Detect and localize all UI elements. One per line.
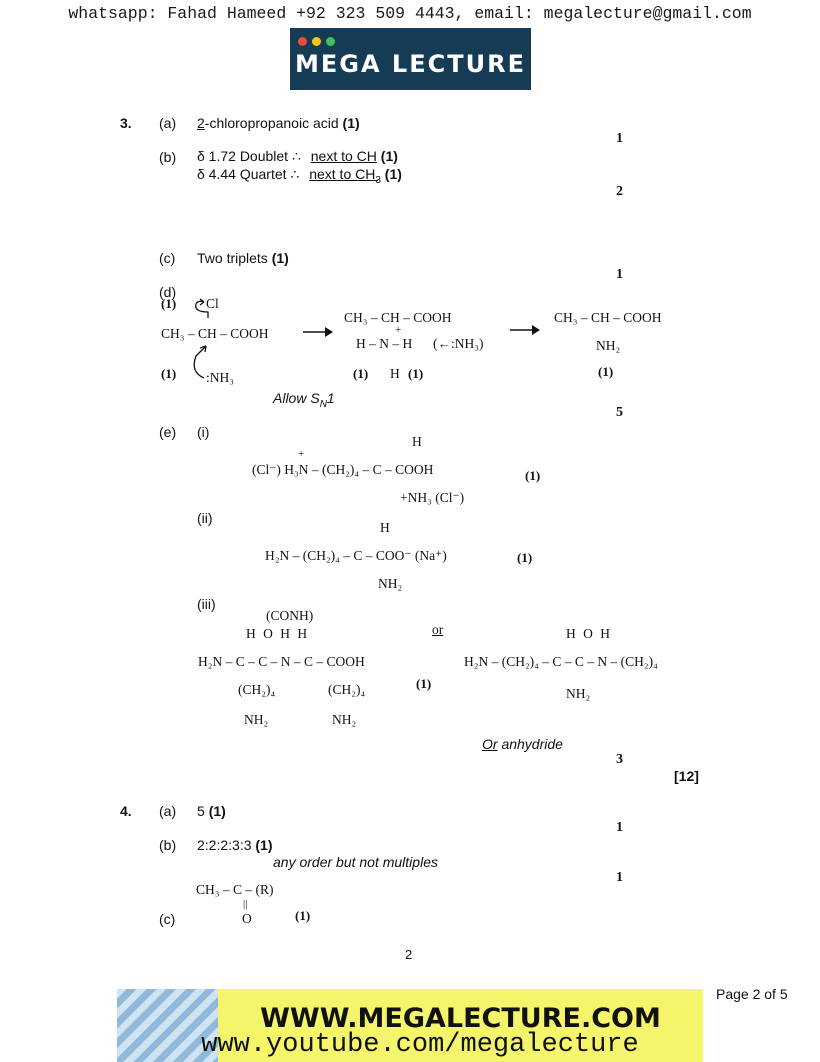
q3e-iii-or: or: [432, 622, 444, 637]
q3c-label: (c): [159, 250, 176, 266]
q3d-intermediate-nh3: (←:NH₃): [433, 336, 484, 351]
q4b-label: (b): [159, 837, 177, 853]
q3e-iii-left-ch2b: (CH₂)₄: [328, 682, 366, 697]
contact-header: whatsapp: Fahad Hameed +92 323 509 4443, email: megalecture@gmail.com: [68, 4, 752, 23]
q4a-label: (a): [159, 803, 177, 819]
red-dot-icon: [298, 37, 307, 46]
q3e-iii-right-tops: H O H: [566, 626, 610, 641]
q4c-double-bond: ||: [243, 898, 248, 910]
q3d-mark-2: (1): [161, 366, 177, 381]
q3e-ii-structure: [265, 520, 565, 594]
green-dot-icon: [326, 37, 335, 46]
q3e-ii-nh2: NH₂: [378, 576, 403, 591]
q3e-iii-conh: (CONH): [266, 608, 314, 623]
q3e-i-bottom: +NH₃ (Cl⁻): [400, 490, 465, 505]
q4c-formula: CH₃ – C – (R): [196, 882, 274, 897]
q3d-cl: Cl: [206, 296, 219, 311]
q3c-answer: Two triplets (1): [197, 250, 289, 266]
q4-number: 4.: [120, 803, 132, 819]
q3-number: 3.: [120, 115, 132, 131]
q3d-product-top: CH₃ – CH – COOH: [554, 310, 662, 325]
q3e-iii-left-tops: H O H H: [246, 626, 308, 641]
q4c-oxygen: O: [242, 911, 252, 926]
q3c-total: 1: [616, 267, 623, 282]
q3d-total: 5: [616, 405, 623, 420]
q3e-i-plus: +: [298, 448, 305, 460]
q3e-iii-right-nh2: NH₂: [566, 686, 591, 701]
q3b-total: 2: [616, 184, 623, 199]
mega-lecture-logo: [290, 28, 531, 90]
q3b-line1: δ 1.72 Doublet ∴ next to CH (1): [197, 148, 398, 164]
q3d-mark-1: (1): [161, 296, 177, 311]
q3e-i-structure: [250, 434, 570, 510]
q3e-ii-h: H: [380, 520, 390, 535]
q3d-intermediate-n: H – N – H: [356, 336, 413, 351]
q3-grand-total: [12]: [674, 768, 699, 784]
q3d-intermediate-mark-2: (1): [408, 366, 424, 381]
q3d-mechanism: [158, 296, 718, 386]
q3d-label: (d): [159, 284, 177, 300]
q3e-iii-right-main: H₂N – (CH₂)₄ – C – C – N – (CH₂)₄: [464, 654, 658, 669]
q3d-product-nh2: NH₂: [596, 338, 621, 353]
q3e-or-anhydride: Or anhydride: [482, 736, 563, 752]
yellow-dot-icon: [312, 37, 321, 46]
q3e-total: 3: [616, 752, 623, 767]
q4b-total: 1: [616, 870, 623, 885]
q3d-nh3: :NH₃: [206, 370, 234, 385]
q3e-iii-left-main: H₂N – C – C – N – C – COOH: [198, 654, 365, 669]
q3d-intermediate-h: H: [390, 366, 400, 381]
q4a-answer: 5 (1): [197, 803, 226, 819]
q4b-answer: 2:2:2:3:3 (1): [197, 837, 273, 853]
page-number: 2: [405, 947, 413, 962]
q3e-i-mark: (1): [525, 468, 541, 483]
page-of: Page 2 of 5: [716, 986, 788, 1002]
q4c-mark: (1): [295, 908, 311, 923]
logo-text: MEGA LECTURE: [295, 50, 526, 78]
q3e-iii-mark: (1): [416, 676, 432, 691]
q3e-i-h: H: [412, 434, 422, 449]
q3e-label: (e): [159, 424, 177, 440]
q3e-ii-label: (ii): [197, 510, 213, 526]
q3d-allow-sn1: Allow $S_N1$: [273, 390, 335, 410]
q4a-total: 1: [616, 820, 623, 835]
q3d-intermediate-plus: +: [395, 324, 402, 336]
q3d-intermediate-mark-1: (1): [353, 366, 369, 381]
q4b-note: any order but not multiples: [273, 854, 438, 870]
q3a-label: (a): [159, 115, 177, 131]
q3d-product-mark: (1): [598, 364, 614, 379]
q3a-total: 1: [616, 131, 623, 146]
q3d-intermediate-top: CH₃ – CH – COOH: [344, 310, 452, 325]
q3e-i-label: (i): [197, 424, 210, 440]
q3b-line2: δ 4.44 Quartet ∴ next to $CH_3$ (1): [197, 166, 402, 186]
q3a-answer: 2-chloropropanoic acid (1): [197, 115, 360, 131]
q3e-iii-left-nh2b: NH₂: [332, 712, 357, 727]
q3e-iii-structures: [198, 608, 708, 738]
reaction-arrow-2-icon: [510, 324, 542, 336]
q3e-iii-left-nh2a: NH₂: [244, 712, 269, 727]
q3e-ii-formula: H₂N – (CH₂)₄ – C – COO⁻ (Na⁺): [265, 548, 447, 563]
q3d-reactant: CH₃ – CH – COOH: [161, 326, 269, 341]
q3b-label: (b): [159, 149, 177, 165]
footer-youtube: www.youtube.com/megalecture: [201, 1030, 639, 1060]
reaction-arrow-1-icon: [303, 326, 335, 338]
q3e-iii-left-ch2a: (CH₂)₄: [238, 682, 276, 697]
q4c-label: (c): [159, 911, 176, 927]
q3e-i-formula: (Cl⁻) H₃N – (CH₂)₄ – C – COOH: [252, 462, 434, 477]
q3e-ii-mark: (1): [517, 550, 533, 565]
curly-arrow-icon: [188, 298, 218, 324]
q3e-iii-label: (iii): [197, 596, 216, 612]
footer-website: WWW.MEGALECTURE.COM: [260, 1003, 661, 1034]
